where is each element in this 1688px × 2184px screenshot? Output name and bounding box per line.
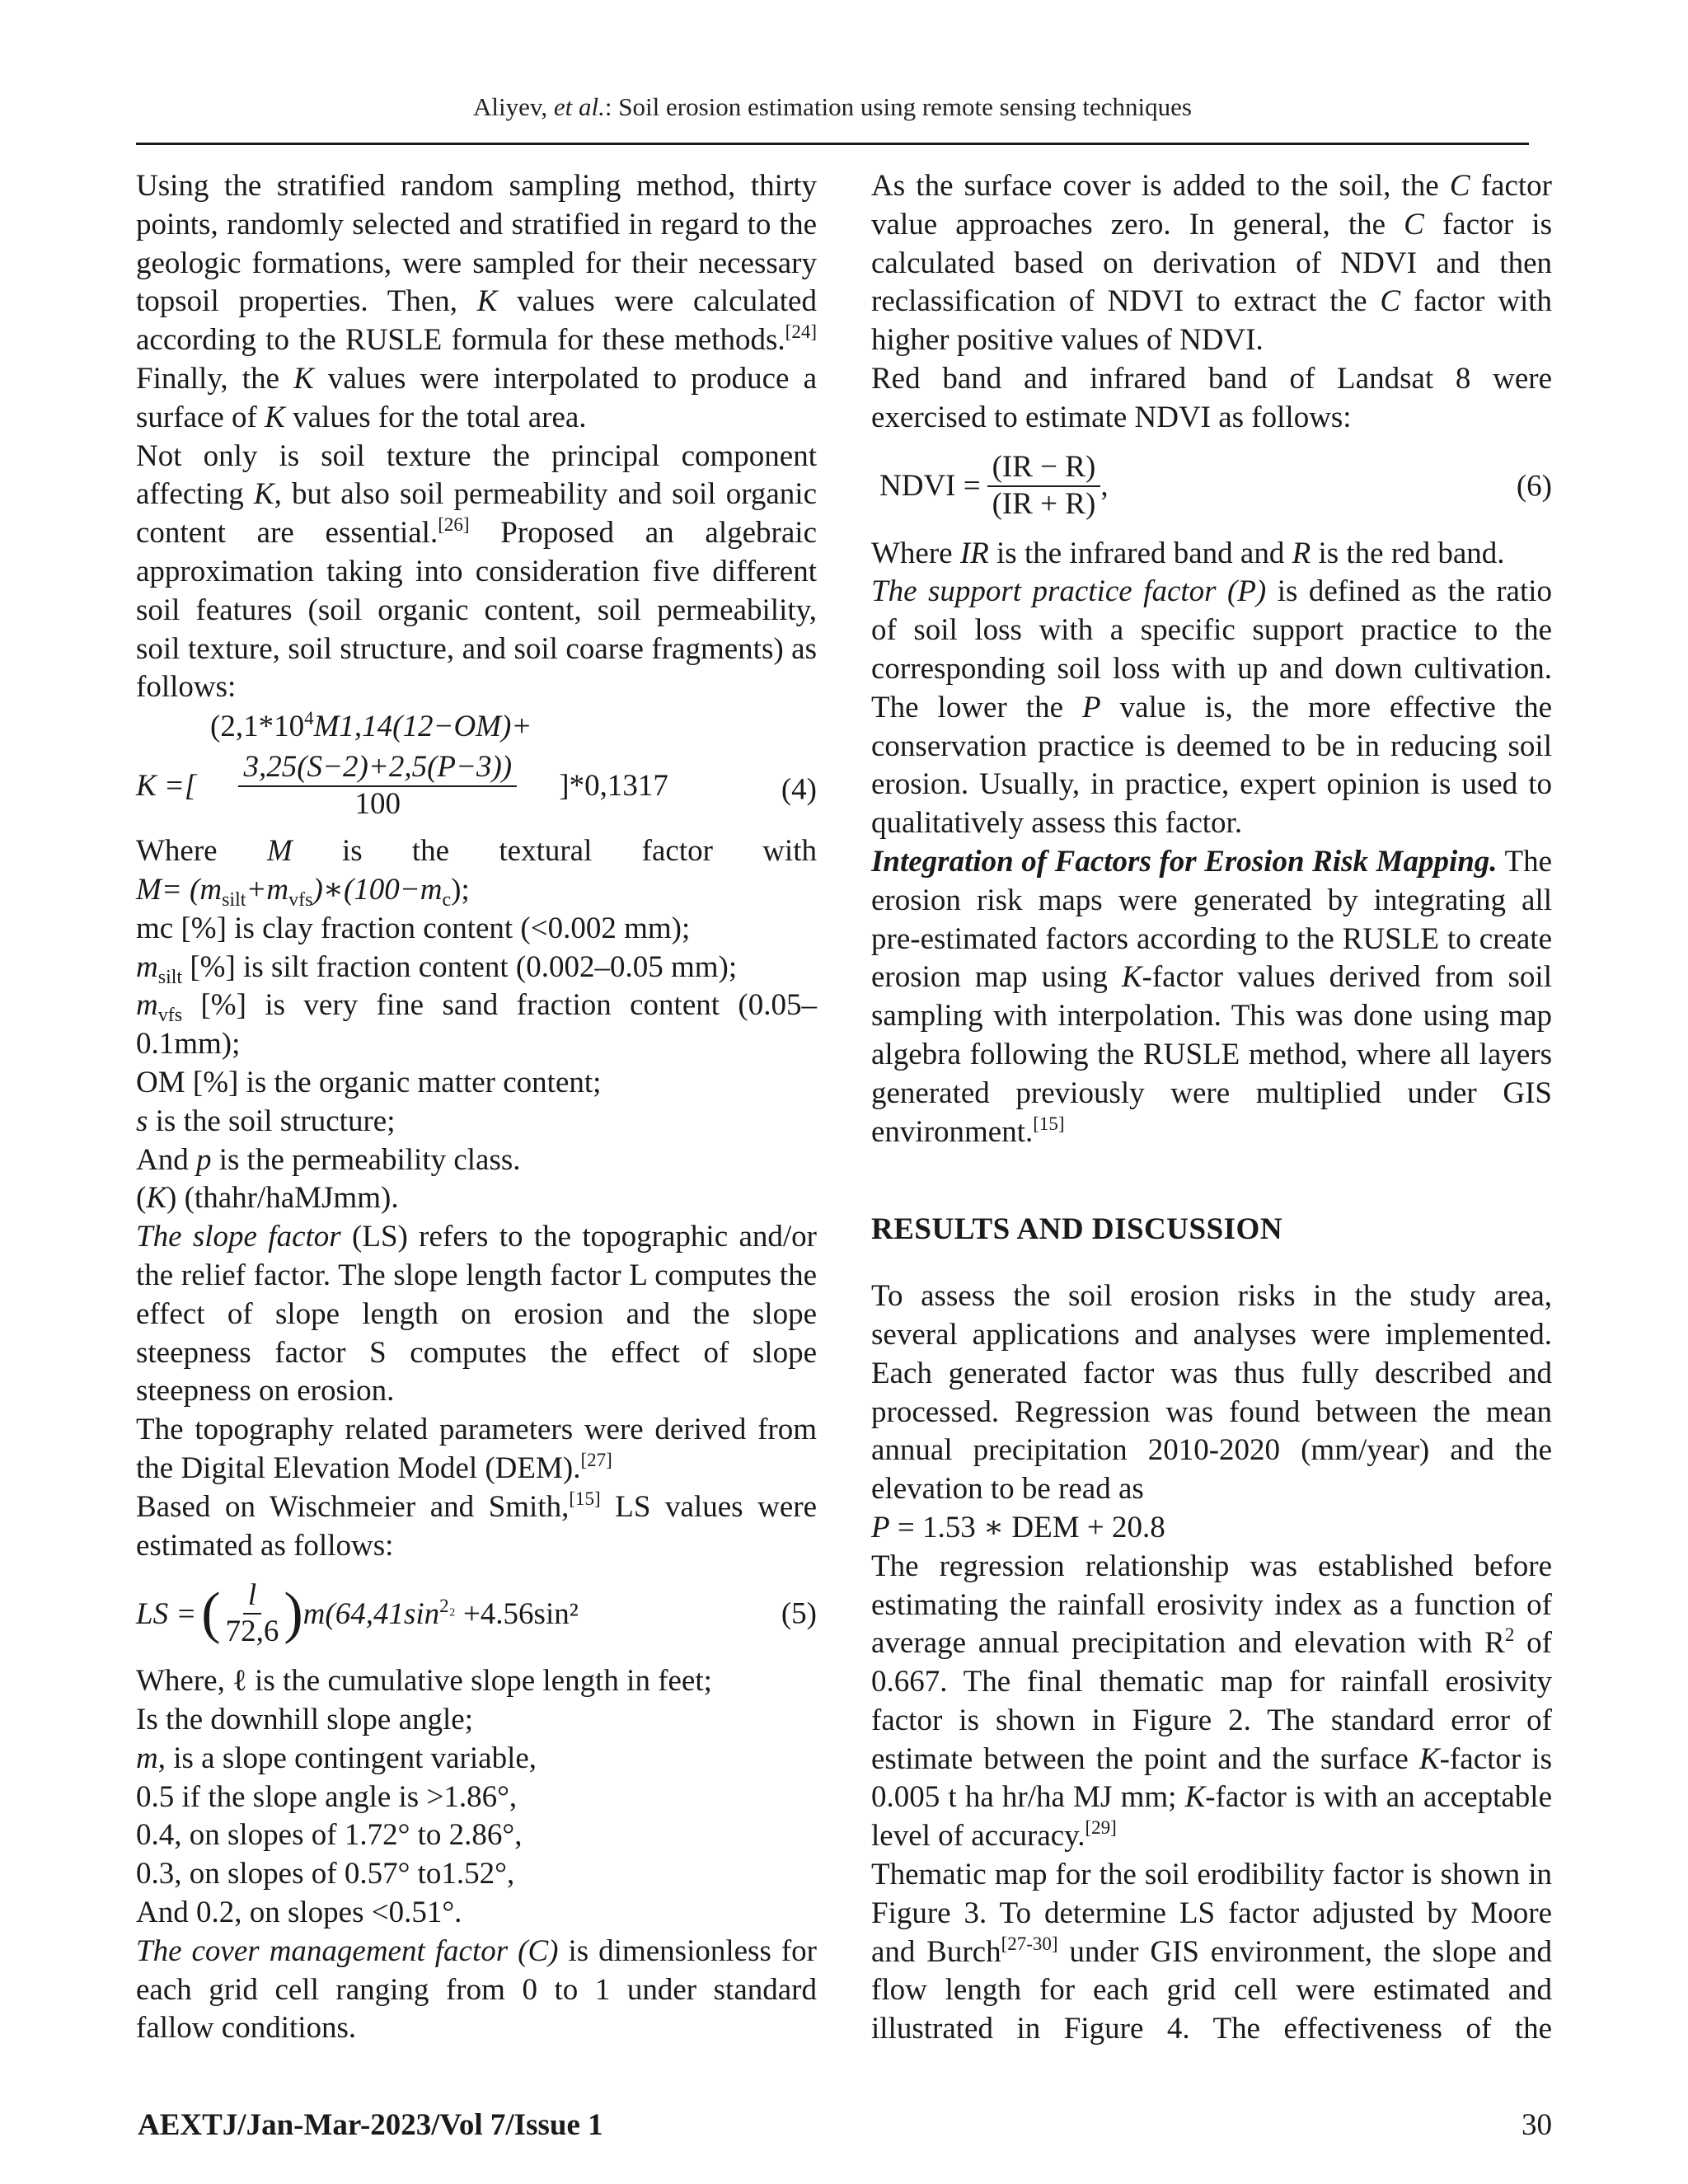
footer-page-number: 30 — [1522, 2108, 1552, 2142]
equation-6-numerator: (IR − R) — [987, 450, 1101, 487]
equation-5-numerator: l — [243, 1578, 261, 1615]
equation-5-denominator: 72,6 — [225, 1615, 279, 1649]
equation-6-number: (6) — [1516, 469, 1552, 504]
k-unit: (K) (thahr/haMJmm). — [136, 1181, 399, 1216]
where-textural-factor: Where M is the textural factor with — [136, 834, 817, 869]
equation-4-rhs: ]*0,1317 — [559, 769, 668, 804]
paragraph-regression: The regression relationship was established before estimating the rainfall erosivity index as a function of average annual precipitation and elevation with $R^2$ of 0.667. The final thematic map for rainfall erosivity factor is shown in Figure 2. The standard error of estimate between the point and the surface K-factor is 0.005 t ha hr/ha MJ mm; K-factor is with an acceptable level of accuracy.[29] — [871, 1549, 1552, 1854]
paragraph-sampling: Using the stratified random sampling method, thirty points, randomly selected and stratified in regard to the geologic formations, were sampled for their necessary topsoil properties. Then, K values were calculated according to the RUSLE formula for these methods.[24] Finally, the K values were interpolated to produce a surface of K values for the total area. — [136, 169, 817, 434]
paragraph-wischmeier: Based on Wischmeier and Smith,[15] LS values were estimated as follows: — [136, 1488, 817, 1563]
equation-4-denominator: 100 — [354, 786, 401, 821]
equation-4-line1: ($2,1*10^4M1,14(12-OM)+$ — [210, 708, 532, 744]
precipitation-equation: P = 1.53 ∗ DEM + 20.8 — [871, 1510, 1165, 1544]
equation-5-body: $m(64,41\sin^{2_2} +4.56\sin^2$ — [302, 1595, 579, 1631]
paragraph-landsat: Red band and infrared band of Landsat 8 were exercised to estimate NDVI as follows: — [871, 361, 1552, 434]
m-definition: $M= (m_{silt}+m_{vfs})∗(100-m_c)$; — [136, 872, 470, 911]
equation-6-lhs: NDVI = — [879, 469, 981, 504]
paragraph-cover-factor: The cover management factor (C) is dimensionless for each grid cell ranging from 0 to 1 under standard fallow conditions. — [136, 1933, 817, 2046]
equation-4-numerator: 3,25(S−2)+2,5(P−3)) — [238, 750, 517, 787]
paragraph-integration: Integration of Factors for Erosion Risk Mapping. The erosion risk maps were generated by integrating all pre-estimated factors according to the RUSLE to create erosion map using K-factor values derived from soil sampling with interpolation. This was done using map algebra following the RUSLE method, where all layers generated previously were multiplied under GIS environment.[15] — [871, 844, 1552, 1149]
equation-6-denominator: (IR + R) — [992, 486, 1096, 521]
equation-5-fraction — [221, 1578, 284, 1650]
equation-4 — [136, 707, 817, 832]
mc-definition: mc [%] is clay fraction content (<0.002 mm); — [136, 911, 691, 945]
slope-angle-def: Is the downhill slope angle; — [136, 1703, 473, 1737]
m-variable-def: m, is a slope contingent variable, — [136, 1741, 537, 1775]
paragraph-erodibility: Thematic map for the soil erodibility factor is shown in Figure 3. To determine LS factor adjusted by Moore and Burch[27-30] under GIS environment, the slope and flow length for each grid cell were estimated and illustrated in Figure 4. The effectiveness of the — [871, 1858, 1552, 2046]
running-header: Aliyev, et al.: Soil erosion estimation using remote sensing techniques — [473, 92, 1192, 121]
equation-4-number: (4) — [781, 772, 817, 807]
section-heading-results: RESULTS AND DISCUSSION — [871, 1212, 1283, 1247]
mvfs-definition-cont: 0.1mm); — [136, 1027, 241, 1062]
equation-5-close-paren: ) — [284, 1582, 303, 1646]
equation-4-lhs: K =[ — [136, 769, 197, 804]
s-definition: s is the soil structure; — [136, 1104, 396, 1138]
slope-rule-3: 0.3, on slopes of 0.57° to1.52°, — [136, 1857, 515, 1891]
p-definition: And p is the permeability class. — [136, 1142, 521, 1177]
slope-length-def: Where, ℓ is the cumulative slope length in feet; — [136, 1664, 712, 1699]
paragraph-topography: The topography related parameters were derived from the Digital Elevation Model (DEM).[27] — [136, 1413, 817, 1485]
equation-5-open-paren: ( — [201, 1582, 221, 1646]
equation-6-comma: , — [1100, 469, 1109, 504]
equation-5 — [136, 1565, 817, 1662]
paragraph-assess: To assess the soil erosion risks in the study area, several applications and analyses were implemented. Each generated factor was thus fully described and processed. Regression was found between the mean annual precipitation 2010-2020 (mm/year) and the elevation to be read as — [871, 1279, 1552, 1507]
slope-rule-4: And 0.2, on slopes <0.51°. — [136, 1896, 462, 1930]
mvfs-definition: $m_{vfs}$ [%] is very fine sand fraction content (0.05– — [136, 988, 817, 1027]
footer-journal: AEXTJ/Jan-Mar-2023/Vol 7/Issue 1 — [138, 2108, 603, 2142]
header-rule — [136, 143, 1529, 145]
paragraph-support-practice: The support practice factor (P) is defined as the ratio of soil loss with a specific support practice to the corresponding soil loss with up and down cultivation. The lower the P value is, the more effective the conservation practice is deemed to be in reducing soil erosion. Usually, in practice, expert opinion is used to qualitatively assess this factor. — [871, 574, 1552, 841]
msilt-definition: $m_{silt}$ [%] is silt fraction content (0.002–0.05 mm); — [136, 949, 738, 988]
equation-6-fraction — [987, 450, 1101, 522]
paragraph-ir-r: Where IR is the infrared band and R is the red band. — [871, 536, 1505, 570]
paragraph-slope-factor: The slope factor (LS) refers to the topographic and/or the relief factor. The slope length factor L computes the effect of slope length on erosion and the slope steepness factor S computes the effect of slope steepness on erosion. — [136, 1220, 817, 1408]
equation-6 — [871, 438, 1552, 535]
slope-rule-2: 0.4, on slopes of 1.72° to 2.86°, — [136, 1818, 523, 1853]
paragraph-cover-zero: As the surface cover is added to the soil, the C factor value approaches zero. In general, the C factor is calculated based on derivation of NDVI and then reclassification of NDVI to extract the C factor with higher positive values of NDVI. — [871, 169, 1552, 358]
right-column — [871, 167, 1552, 2049]
slope-rule-1: 0.5 if the slope angle is >1.86°, — [136, 1779, 518, 1814]
equation-4-fraction — [196, 750, 559, 822]
equation-5-lhs: LS = — [136, 1596, 197, 1631]
equation-5-number: (5) — [781, 1596, 817, 1631]
left-column — [136, 167, 817, 2048]
om-definition: OM [%] is the organic matter content; — [136, 1065, 602, 1099]
paragraph-soil-texture: Not only is soil texture the principal component affecting K, but also soil permeability and soil organic content are essential.[26] Proposed an algebraic approximation taking into consideration five different soil features (soil organic content, soil permeability, soil texture, soil structure, and soil coarse fragments) as follows: — [136, 438, 817, 705]
